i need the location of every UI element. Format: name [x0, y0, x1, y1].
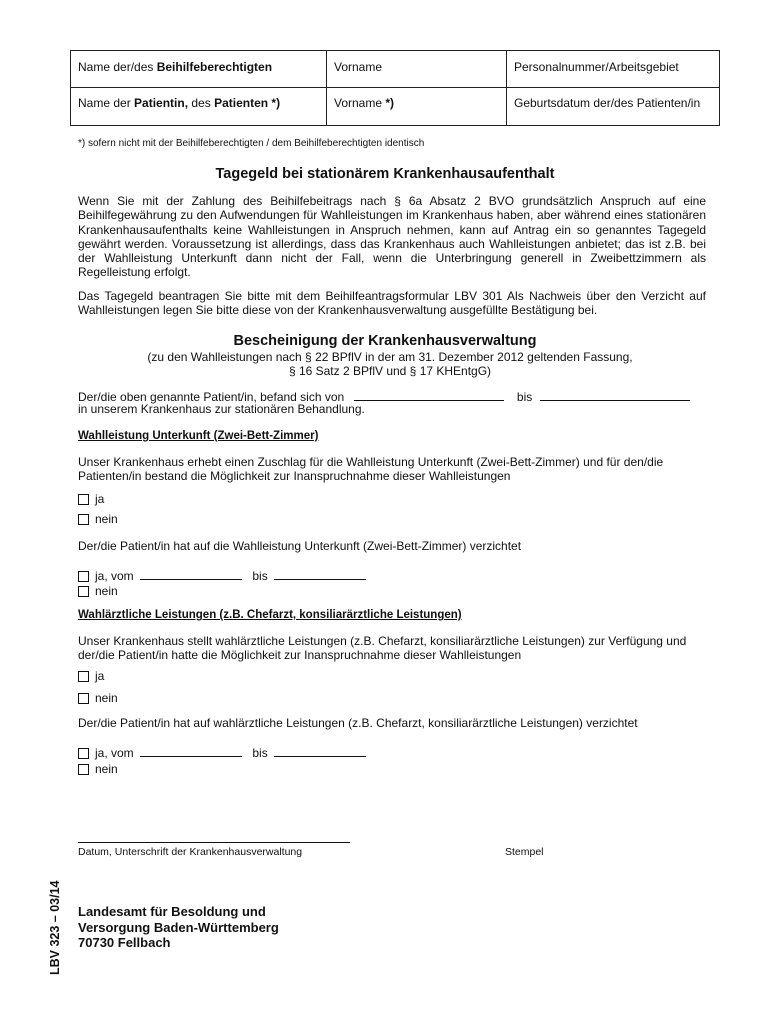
checkbox[interactable] [78, 514, 89, 525]
stay-label: Der/die oben genannte Patient/in, befand sich von [78, 390, 345, 404]
aerztlich-waiver-no-option[interactable] [78, 762, 118, 776]
label-bold: *) [385, 96, 395, 110]
option-label: nein [95, 512, 118, 526]
page-title: Tagegeld bei stationärem Krankenhausaufenthalt [215, 166, 555, 182]
aerztlich-yes-option[interactable] [78, 669, 104, 683]
aerztlich-heading: Wahlärztliche Leistungen (z.B. Chefarzt, konsiliarärztliche Leistungen) [78, 609, 462, 621]
option-label: ja, vom [95, 746, 134, 760]
unterkunft-to-field[interactable] [274, 567, 366, 580]
form-id: LBV 323 – 03/14 [48, 880, 62, 975]
bis-label: bis [252, 746, 268, 760]
address-line: 70730 Fellbach [78, 935, 171, 950]
label-bold: Beihilfeberechtigten [156, 60, 273, 74]
option-label: nein [95, 584, 118, 598]
checkbox[interactable] [78, 748, 89, 759]
section-subtitle-2: § 16 Satz 2 BPflV und § 17 KHEntgG) [288, 364, 492, 378]
checkbox[interactable] [78, 494, 89, 505]
signature-line[interactable] [78, 842, 350, 843]
label-text: Name der/des [78, 60, 157, 74]
option-label: ja [95, 669, 105, 683]
signature-label: Datum, Unterschrift der Krankenhausverwaltung [78, 846, 303, 858]
checkbox[interactable] [78, 671, 89, 682]
stay-line2: in unserem Krankenhaus zur stationären Behandlung. [78, 402, 365, 416]
intro-paragraph: Wenn Sie mit der Zahlung des Beihilfebeitrags nach § 6a Absatz 2 BVO grundsätzlich Anspruch auf eine Beihilfegewährung zu den Aufwendungen für Wahlleistungen im Krankenhaus haben, aber während eines stationären Krankenhausaufenthalts keine Wahlleistungen in Anspruch nehmen, kann auf Antrag ein so genanntes Tagegeld gewährt werden. Voraussetzung ist allerdings, dass das Krankenhaus auch Wahlleistungen anbietet; das ist z.B. bei der Wahlleistung Unterkunft dann nicht der Fall, wenn die Unterbringung generell in Zweibettzimmern als Regelleistung erfolgt. [78, 194, 706, 280]
field-beneficiary-firstname[interactable] [327, 51, 507, 88]
option-label: nein [95, 762, 118, 776]
aerztlich-question: Unser Krankenhaus stellt wahlärztliche Leistungen (z.B. Chefarzt, konsiliarärztliche Leistungen) zur Verfügung und der/die Patient/in hatte die Möglichkeit zur Inanspruchnahme dieser Wahlleistungen [78, 634, 687, 663]
label-text: Vorname [334, 60, 383, 74]
stay-from-field[interactable] [354, 388, 504, 401]
label-text: Geburtsdatum der/des Patienten/in [514, 96, 701, 110]
checkbox[interactable] [78, 764, 89, 775]
address-line: Versorgung Baden-Württemberg [78, 919, 279, 935]
stay-to-field[interactable] [540, 388, 690, 401]
unterkunft-heading: Wahlleistung Unterkunft (Zwei-Bett-Zimmer) [78, 430, 319, 442]
option-label: ja, vom [95, 569, 134, 583]
unterkunft-no-option[interactable] [78, 512, 118, 526]
checkbox[interactable] [78, 586, 89, 597]
aerztlich-waiver: Der/die Patient/in hat auf wahlärztliche Leistungen (z.B. Chefarzt, konsiliarärztliche Leistungen) verzichtet [78, 716, 638, 730]
label-bold: Patientin, [134, 96, 189, 110]
apply-paragraph: Das Tagegeld beantragen Sie bitte mit dem Beihilfeantragsformular LBV 301 Als Nachweis über den Verzicht auf Wahlleistungen legen Sie bitte diese von der Krankenhausverwaltung ausgefüllte Bestätigung bei. [78, 289, 706, 318]
aerztlich-from-field[interactable] [140, 744, 242, 757]
unterkunft-question: Unser Krankenhaus erhebt einen Zuschlag für die Wahlleistung Unterkunft (Zwei-Bett-Zimmer) und für den/die Patienten/in bestand die Möglichkeit zur Inanspruchnahme dieser Wahlleistungen [78, 455, 664, 484]
field-patient-name[interactable] [71, 88, 327, 126]
label-text: Name der [78, 96, 135, 110]
stay-bis-label: bis [516, 390, 533, 404]
unterkunft-yes-option[interactable] [78, 492, 104, 506]
aerztlich-to-field[interactable] [274, 744, 366, 757]
unterkunft-waiver: Der/die Patient/in hat auf die Wahlleistung Unterkunft (Zwei-Bett-Zimmer) verzichtet [78, 539, 522, 553]
field-patient-firstname[interactable] [327, 88, 507, 126]
field-beneficiary-name[interactable] [71, 51, 327, 88]
header-table [70, 50, 720, 126]
option-label: nein [95, 691, 118, 705]
sender-address [78, 904, 279, 951]
unterkunft-waiver-no-option[interactable] [78, 584, 118, 598]
option-label: ja [95, 492, 105, 506]
field-personnel-number[interactable] [507, 51, 720, 88]
label-bold: Patienten *) [214, 96, 281, 110]
label-text: des [188, 96, 215, 110]
aerztlich-waiver-yes-option[interactable] [78, 744, 366, 760]
checkbox[interactable] [78, 693, 89, 704]
stamp-label: Stempel [505, 846, 544, 858]
label-text: Vorname [334, 96, 386, 110]
aerztlich-no-option[interactable] [78, 691, 118, 705]
section-title: Bescheinigung der Krankenhausverwaltung [233, 333, 537, 349]
checkbox[interactable] [78, 571, 89, 582]
section-subtitle-1: (zu den Wahlleistungen nach § 22 BPflV in der am 31. Dezember 2012 geltenden Fassung, [147, 350, 633, 364]
label-text: Personalnummer/Arbeitsgebiet [514, 60, 679, 74]
address-line: Landesamt für Besoldung und [78, 904, 266, 919]
footnote: *) sofern nicht mit der Beihilfeberechtigten / dem Beihilfeberechtigten identisch [78, 138, 425, 149]
field-patient-birthdate[interactable] [507, 88, 720, 126]
bis-label: bis [252, 569, 268, 583]
unterkunft-from-field[interactable] [140, 567, 242, 580]
unterkunft-waiver-yes-option[interactable] [78, 567, 366, 583]
